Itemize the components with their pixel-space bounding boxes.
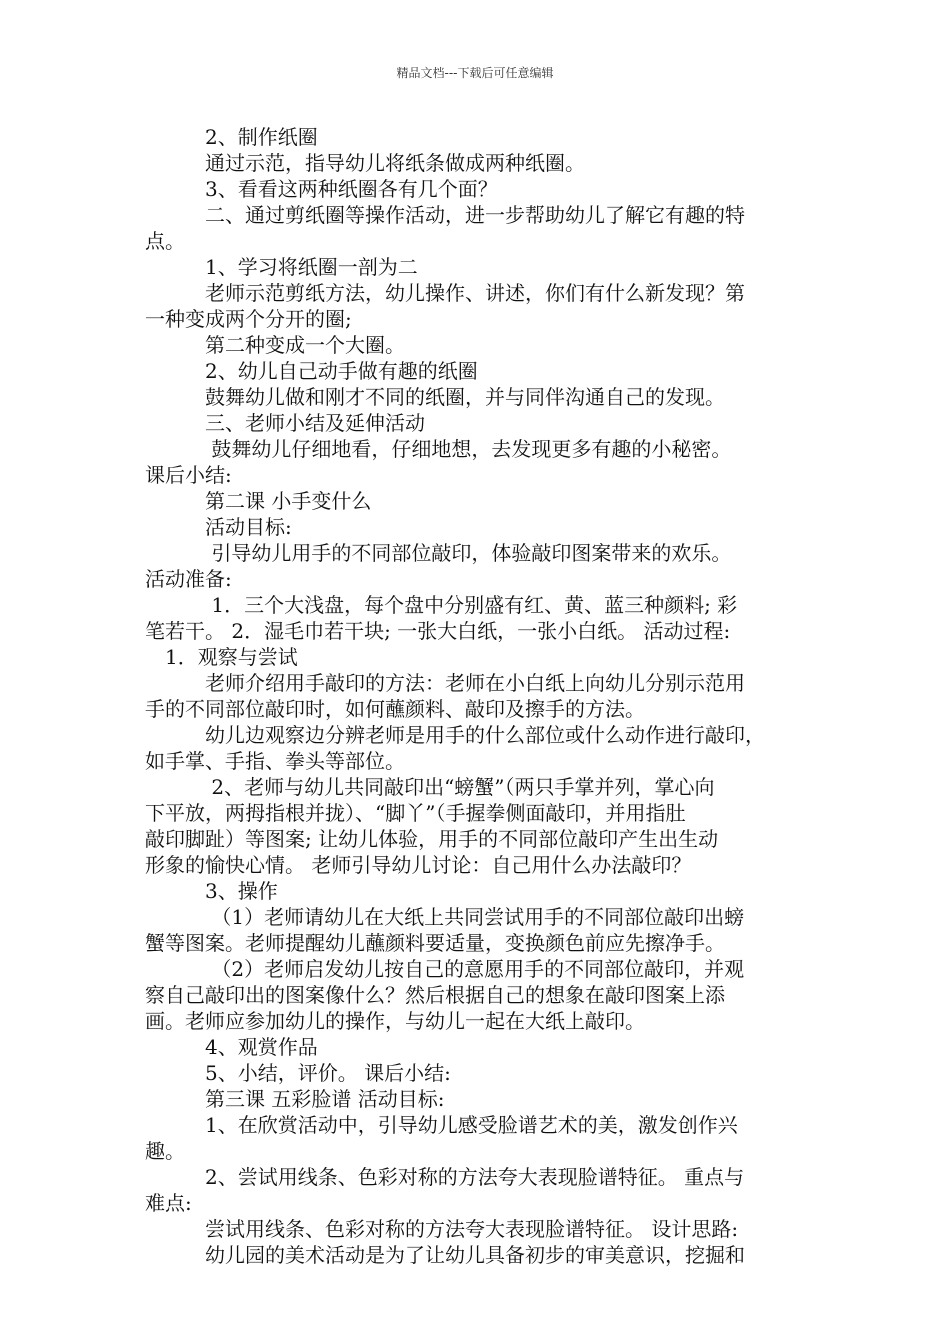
text-line: 3、看看这两种纸圈各有几个面？: [145, 177, 498, 201]
text-line: 老师示范剪纸方法，幼儿操作、讲述，你们有什么新发现？第: [145, 281, 745, 305]
text-line: 尝试用线条、色彩对称的方法夸大表现脸谱特征。 设计思路:: [145, 1217, 739, 1241]
text-line: 难点:: [145, 1191, 192, 1215]
text-line: 笔若干。 2．湿毛巾若干块; 一张大白纸，一张小白纸。 活动过程:: [145, 619, 731, 643]
text-line: 二、通过剪纸圈等操作活动，进一步帮助幼儿了解它有趣的特: [145, 203, 745, 227]
text-line: 三、老师小结及延伸活动: [145, 411, 425, 435]
text-line: 察自己敲印出的图案像什么？然后根据自己的想象在敲印图案上添: [145, 983, 725, 1007]
text-line: 老师介绍用手敲印的方法：老师在小白纸上向幼儿分别示范用: [145, 671, 745, 695]
text-line: 第三课 五彩脸谱 活动目标:: [145, 1087, 445, 1111]
text-line: 鼓舞幼儿做和刚才不同的纸圈，并与同伴沟通自己的发现。: [145, 385, 725, 409]
text-line: 1．观察与尝试: [145, 645, 298, 669]
text-line: 一种变成两个分开的圈;: [145, 307, 352, 331]
page-header: 精品文档---下载后可任意编辑: [396, 66, 554, 80]
text-line: 点。: [145, 229, 185, 253]
text-line: 5、小结，评价。 课后小结:: [145, 1061, 451, 1085]
text-line: 幼儿边观察边分辨老师是用手的什么部位或什么动作进行敲印，: [145, 723, 765, 747]
text-line: 下平放，两拇指根并拢）、“脚丫”（手握拳侧面敲印，并用指肚: [145, 801, 686, 825]
text-line: 活动目标:: [145, 515, 292, 539]
text-line: 画。老师应参加幼儿的操作，与幼儿一起在大纸上敲印。: [145, 1009, 645, 1033]
text-line: 2、制作纸圈: [145, 125, 318, 149]
text-line: 2、尝试用线条、色彩对称的方法夸大表现脸谱特征。 重点与: [145, 1165, 745, 1189]
text-line: 3、操作: [145, 879, 278, 903]
text-line: 1．三个大浅盘，每个盘中分别盛有红、黄、蓝三种颜料; 彩: [145, 593, 738, 617]
text-line: （2）老师启发幼儿按自己的意愿用手的不同部位敲印，并观: [145, 957, 745, 981]
text-line: 2、幼儿自己动手做有趣的纸圈: [145, 359, 478, 383]
text-line: 2、老师与幼儿共同敲印出“螃蟹”（两只手掌并列，掌心向: [145, 775, 715, 799]
text-line: 蟹等图案。老师提醒幼儿蘸颜料要适量，变换颜色前应先擦净手。: [145, 931, 725, 955]
text-line: 4、观赏作品: [145, 1035, 318, 1059]
text-line: 形象的愉快心情。 老师引导幼儿讨论：自己用什么办法敲印？: [145, 853, 692, 877]
text-line: 1、在欣赏活动中，引导幼儿感受脸谱艺术的美，激发创作兴: [145, 1113, 738, 1137]
text-line: 手的不同部位敲印时，如何蘸颜料、敲印及擦手的方法。: [145, 697, 645, 721]
text-line: 趣。: [145, 1139, 185, 1163]
text-line: 第二课 小手变什么: [145, 489, 372, 513]
text-line: 第二种变成一个大圈。: [145, 333, 405, 357]
text-line: 通过示范，指导幼儿将纸条做成两种纸圈。: [145, 151, 585, 175]
text-line: 如手掌、手指、拳头等部位。: [145, 749, 405, 773]
text-line: 引导幼儿用手的不同部位敲印，体验敲印图案带来的欢乐。: [145, 541, 732, 565]
text-line: 活动准备:: [145, 567, 232, 591]
text-line: （1）老师请幼儿在大纸上共同尝试用手的不同部位敲印出螃: [145, 905, 745, 929]
text-line: 1、学习将纸圈一剖为二: [145, 255, 418, 279]
text-line: 鼓舞幼儿仔细地看，仔细地想，去发现更多有趣的小秘密。: [145, 437, 732, 461]
document-body: [145, 124, 813, 1268]
text-line: 敲印脚趾）等图案; 让幼儿体验，用手的不同部位敲印产生出生动: [145, 827, 719, 851]
text-line: 课后小结:: [145, 463, 232, 487]
text-line: 幼儿园的美术活动是为了让幼儿具备初步的审美意识，挖掘和: [145, 1243, 745, 1267]
